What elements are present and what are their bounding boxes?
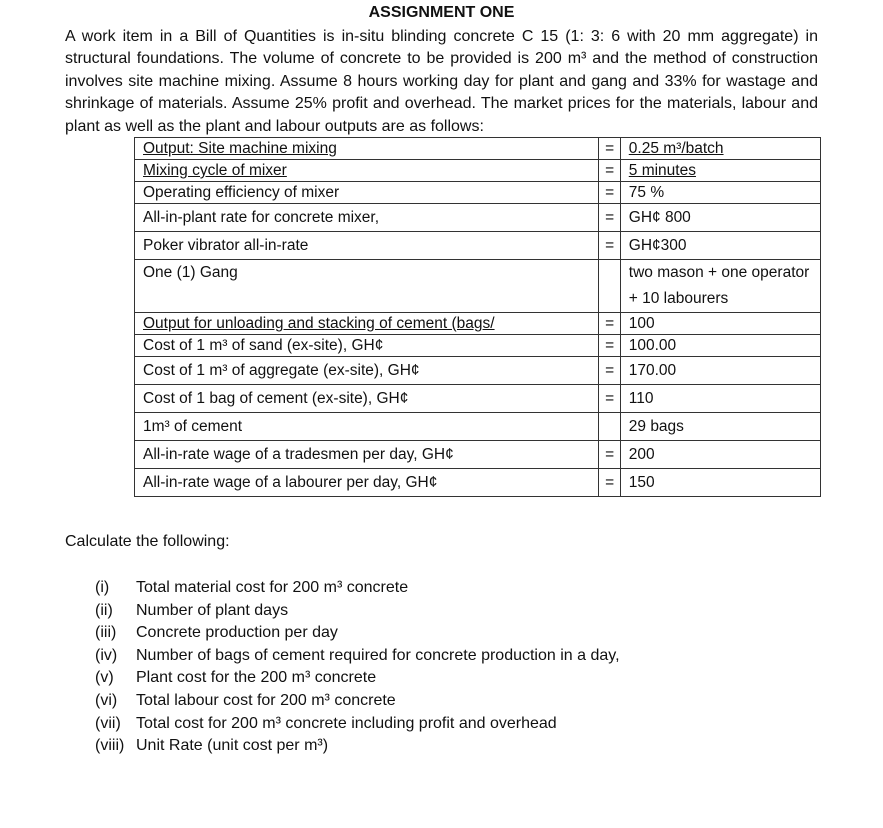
row-label: One (1) Gang <box>135 260 599 313</box>
table-row <box>135 160 821 182</box>
question-text: Unit Rate (unit cost per m³) <box>136 737 329 755</box>
list-item <box>95 600 620 623</box>
row-label: All-in-rate wage of a tradesmen per day, GH¢ <box>135 441 599 469</box>
row-value: 170.00 <box>620 357 820 385</box>
table-row <box>135 313 821 335</box>
question-text: Number of plant days <box>136 601 289 619</box>
question-text: Total labour cost for 200 m³ concrete <box>136 691 396 709</box>
question-number: (iv) <box>95 646 118 664</box>
assignment-title: ASSIGNMENT ONE <box>368 4 515 21</box>
row-equals: = <box>599 357 620 385</box>
row-label: Cost of 1 m³ of sand (ex-site), GH¢ <box>135 335 599 357</box>
table-row <box>135 232 821 260</box>
row-value: 100 <box>620 313 820 335</box>
row-equals: = <box>599 335 620 357</box>
row-value: 29 bags <box>620 413 820 441</box>
row-value: two mason + one operator + 10 labourers <box>620 260 820 313</box>
row-label: All-in-rate wage of a labourer per day, GH¢ <box>135 469 599 497</box>
row-label: Cost of 1 bag of cement (ex-site), GH¢ <box>135 385 599 413</box>
row-equals <box>599 413 620 441</box>
question-text: Concrete production per day <box>136 624 338 642</box>
question-number: (v) <box>95 669 114 687</box>
table-row <box>135 204 821 232</box>
row-equals: = <box>599 313 620 335</box>
question-number: (i) <box>95 579 110 596</box>
row-label: All-in-plant rate for concrete mixer, <box>135 204 599 232</box>
table-row <box>135 260 821 313</box>
question-number: (iii) <box>95 624 117 642</box>
row-equals: = <box>599 232 620 260</box>
row-value: 5 minutes <box>620 160 820 182</box>
table-row <box>135 335 821 357</box>
list-item <box>95 577 620 600</box>
row-value: 110 <box>620 385 820 413</box>
list-item <box>95 667 620 690</box>
question-text: Total cost for 200 m³ concrete including profit and overhead <box>136 714 557 732</box>
question-text: Total material cost for 200 m³ concrete <box>136 579 409 596</box>
row-value: GH¢ 800 <box>620 204 820 232</box>
question-list <box>95 577 620 758</box>
row-value: 200 <box>620 441 820 469</box>
question-text: Plant cost for the 200 m³ concrete <box>136 669 377 687</box>
list-item <box>95 713 620 736</box>
list-item <box>95 645 620 668</box>
table-row <box>135 441 821 469</box>
row-equals: = <box>599 138 620 160</box>
question-text: Number of bags of cement required for concrete production in a day, <box>136 646 620 664</box>
table-row <box>135 385 821 413</box>
row-equals: = <box>599 182 620 204</box>
question-number: (viii) <box>95 737 125 755</box>
question-number: (vi) <box>95 691 118 709</box>
row-value: 0.25 m³/batch <box>620 138 820 160</box>
row-label: Cost of 1 m³ of aggregate (ex-site), GH¢ <box>135 357 599 385</box>
row-label: Operating efficiency of mixer <box>135 182 599 204</box>
list-item <box>95 690 620 713</box>
row-value: 100.00 <box>620 335 820 357</box>
question-number: (ii) <box>95 601 113 619</box>
row-equals: = <box>599 385 620 413</box>
row-equals: = <box>599 469 620 497</box>
table-row <box>135 182 821 204</box>
row-label: 1m³ of cement <box>135 413 599 441</box>
list-item <box>95 622 620 645</box>
row-equals: = <box>599 441 620 469</box>
row-label: Output: Site machine mixing <box>135 138 599 160</box>
table-row <box>135 413 821 441</box>
row-label: Output for unloading and stacking of cement (bags/ <box>135 313 599 335</box>
row-equals <box>599 260 620 313</box>
table-row <box>135 138 821 160</box>
table-row <box>135 357 821 385</box>
calculate-heading: Calculate the following: <box>65 533 230 550</box>
row-label: Poker vibrator all-in-rate <box>135 232 599 260</box>
table-row <box>135 469 821 497</box>
row-equals: = <box>599 160 620 182</box>
row-value: GH¢300 <box>620 232 820 260</box>
row-value: 150 <box>620 469 820 497</box>
question-number: (vii) <box>95 714 121 732</box>
data-table <box>134 137 821 497</box>
intro-paragraph: A work item in a Bill of Quantities is in-situ blinding concrete C 15 (1: 3: 6 with 20 mm aggregate) in structural foundations. The volume of concrete to be provided is 200 m³ and the method of construction involves site machine mixing. Assume 8 hours working day for plant and gang and 33% for wastage and shrinkage of materials. Assume 25% profit and overhead. The market prices for the materials, labour and plant as well as the plant and labour outputs are as follows: <box>65 28 818 135</box>
row-label: Mixing cycle of mixer <box>135 160 599 182</box>
list-item <box>95 735 620 758</box>
row-value: 75 % <box>620 182 820 204</box>
row-equals: = <box>599 204 620 232</box>
